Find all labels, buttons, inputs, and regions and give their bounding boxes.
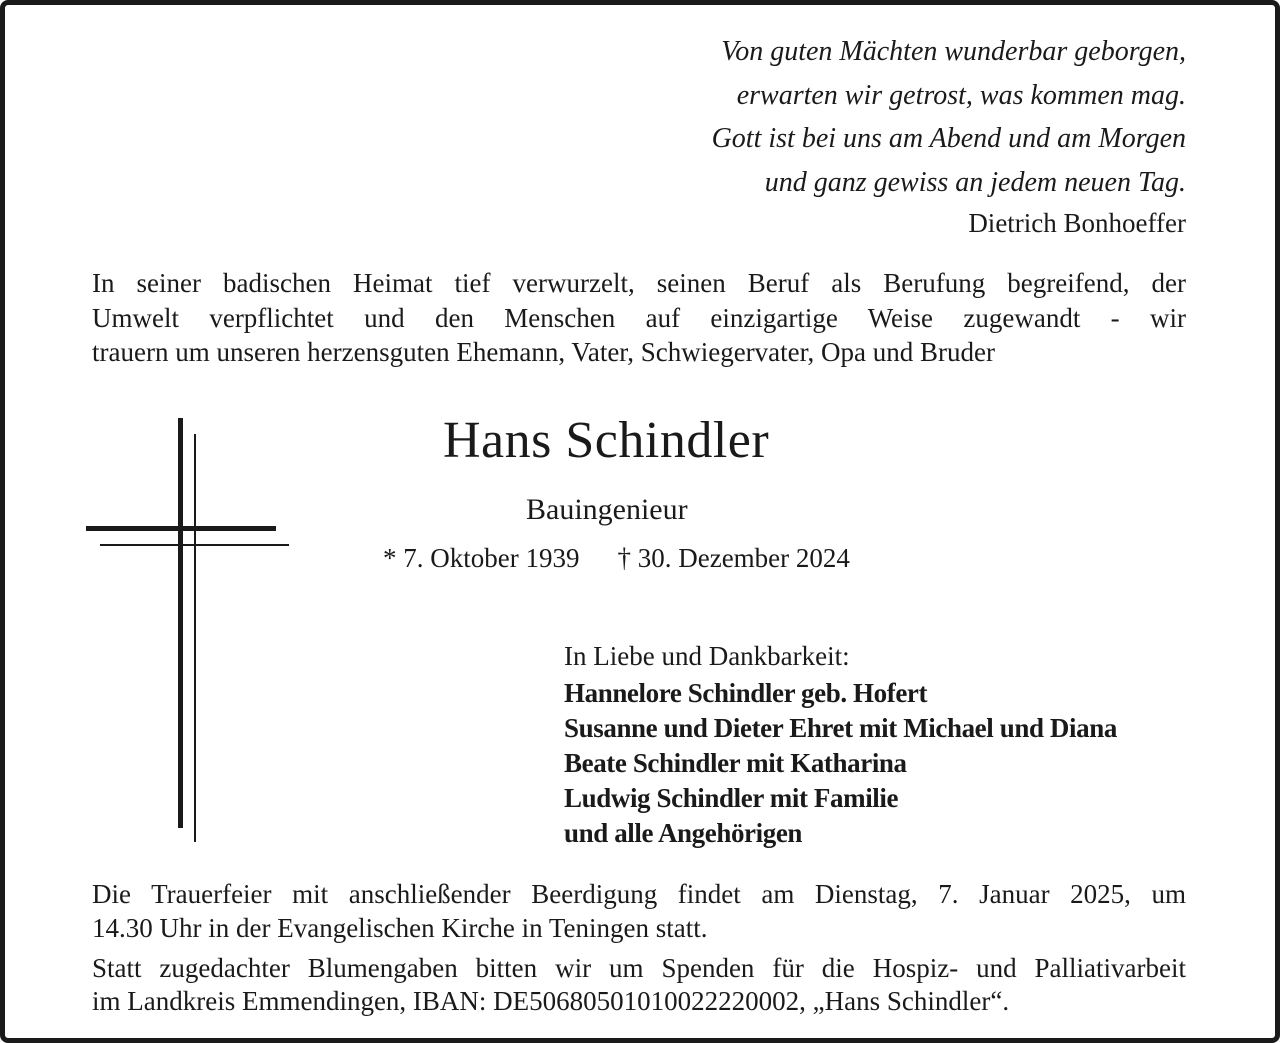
ceremony-text (92, 877, 1186, 945)
donation-text (92, 952, 1186, 1018)
cross-icon (80, 416, 295, 846)
death-date: † 30. Dezember 2024 (617, 543, 850, 573)
poem-line: Von guten Mächten wunderbar geborgen, (721, 36, 1186, 67)
life-dates (383, 540, 850, 576)
intro-line: In seiner badischen Heimat tief verwurzelt, seinen Beruf als Berufung begreifend, der (92, 268, 1186, 298)
mourners-heading: In Liebe und Dankbarkeit: (564, 641, 850, 671)
mourner-name: Ludwig Schindler mit Familie (564, 783, 899, 813)
mourner-name: Hannelore Schindler geb. Hofert (564, 678, 928, 708)
mourners-list (564, 676, 1117, 851)
ceremony-line: 14.30 Uhr in der Evangelischen Kirche in Teningen statt. (92, 913, 708, 943)
mourner-name: Beate Schindler mit Katharina (564, 748, 907, 778)
intro-line: trauern um unseren herzensguten Ehemann, Vater, Schwiegervater, Opa und Bruder (92, 337, 996, 367)
deceased-name: Hans Schindler (443, 412, 770, 469)
donation-line: im Landkreis Emmendingen, IBAN: DE50680501010022220002, „Hans Schindler“. (92, 986, 1010, 1016)
poem-line: und ganz gewiss an jedem neuen Tag. (764, 166, 1186, 198)
ceremony-line: Die Trauerfeier mit anschließender Beerdigung findet am Dienstag, 7. Januar 2025, um (92, 879, 1186, 909)
poem-line: Gott ist bei uns am Abend und am Morgen (711, 123, 1186, 154)
poem-line: erwarten wir getrost, was kommen mag. (736, 79, 1186, 111)
poem-author: Dietrich Bonhoeffer (968, 208, 1186, 238)
intro-line: Umwelt verpflichtet und den Menschen auf einzigartige Weise zugewandt - wir (92, 302, 1186, 333)
mourner-name: Susanne und Dieter Ehret mit Michael und Diana (564, 713, 1117, 743)
intro-text (92, 266, 1186, 370)
birth-date: * 7. Oktober 1939 (383, 543, 580, 573)
poem (712, 30, 1186, 204)
donation-line: Statt zugedachter Blumengaben bitten wir um Spenden für die Hospiz- und Palliativarbeit (92, 953, 1186, 983)
mourner-name: und alle Angehörigen (564, 818, 803, 848)
deceased-profession: Bauingenieur (526, 493, 688, 526)
